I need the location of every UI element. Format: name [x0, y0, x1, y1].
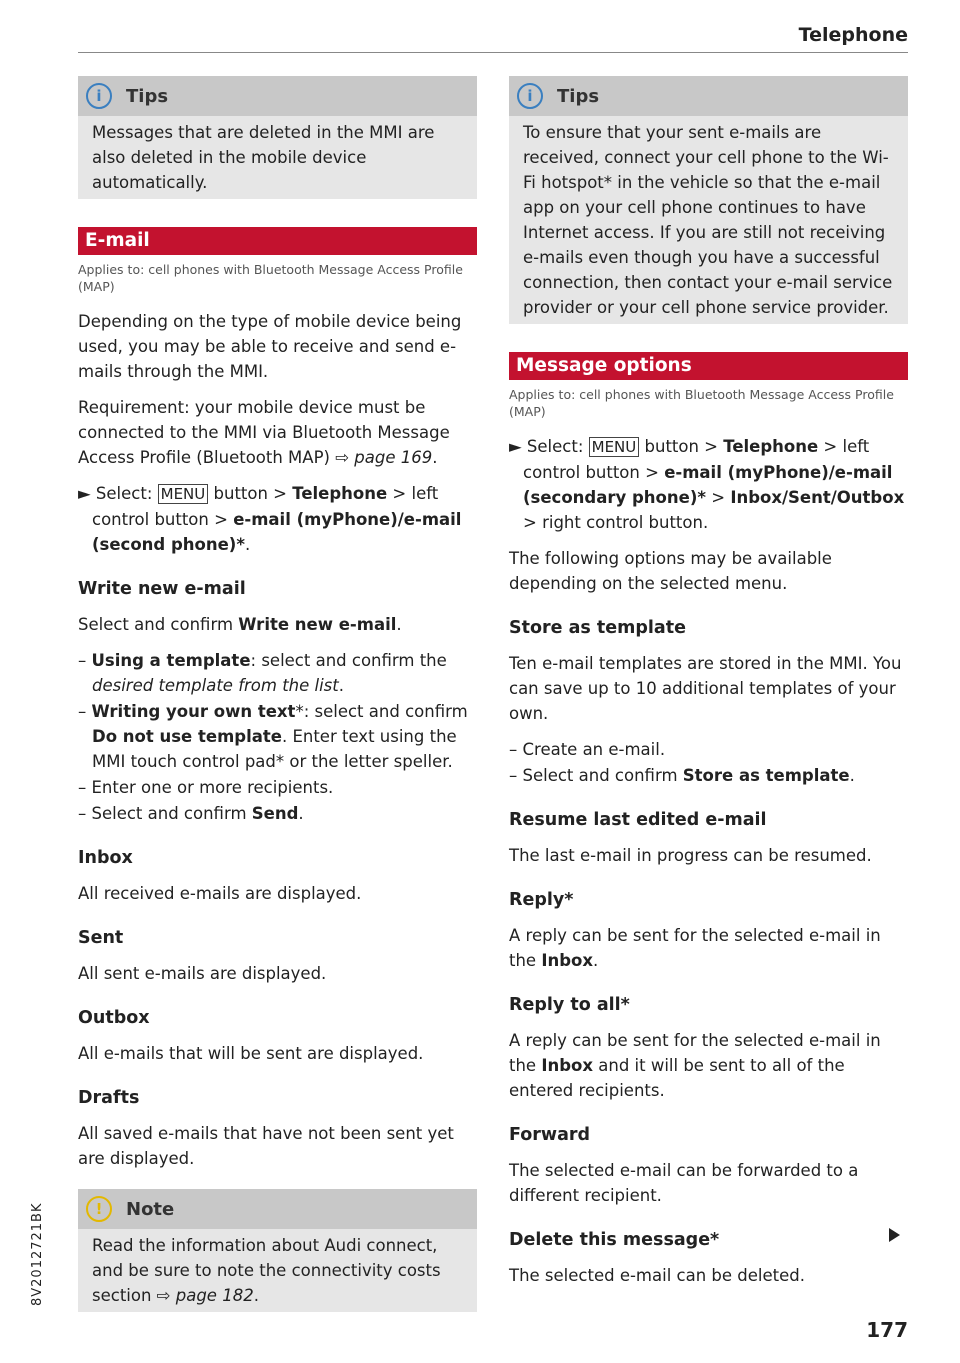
delete-text: The selected e-mail can be deleted.	[509, 1266, 805, 1285]
page-header-title: Telephone	[798, 24, 908, 46]
tips-box	[509, 76, 908, 324]
right-column	[509, 76, 908, 1299]
email-requirement: Requirement: your mobile device must be connected to the MMI via Bluetooth Message Access Profile (Bluetooth MAP) ⇨ page 169.	[78, 398, 450, 467]
tips-text: To ensure that your sent e-mails are received, connect your cell phone to the Wi-Fi hotspot* in the vehicle so that the e-mail app on your cell phone continues to have Internet access. If you are still not receiving e-mails even though you have a successful connection, then contact your e-mail service provider or your cell phone service provider.	[523, 123, 893, 317]
email-section-title: E-mail	[78, 227, 477, 255]
list-item: – Writing your own text*: select and confirm Do not use template. Enter text using the MMI touch control pad* or the letter speller.	[78, 702, 468, 771]
list-item: – Select and confirm Store as template.	[509, 766, 855, 785]
sent-heading: Sent	[78, 928, 124, 948]
list-item: – Using a template: select and confirm the desired template from the list.	[78, 651, 447, 695]
reply-all-text: A reply can be sent for the selected e-mail in the Inbox and it will be sent to all of the entered recipients.	[509, 1031, 881, 1100]
page-number: 177	[866, 1318, 908, 1342]
menu-key: MENU	[158, 484, 209, 504]
page-ref-link[interactable]: ⇨ page 169	[335, 448, 433, 467]
store-list	[509, 737, 908, 788]
options-step: ► Select: MENU button > Telephone > left control button > e-mail (myPhone)/e-mail (secondary phone)* > Inbox/Sent/Outbox > right control button.	[509, 437, 905, 532]
tips-header	[78, 76, 477, 116]
sent-text: All sent e-mails are displayed.	[78, 964, 327, 983]
email-step: ► Select: MENU button > Telephone > left control button > e-mail (myPhone)/e-mail (second phone)*.	[78, 484, 462, 554]
tips-heading: Tips	[557, 85, 600, 107]
delete-heading: Delete this message*	[509, 1230, 720, 1250]
write-new-heading: Write new e-mail	[78, 579, 246, 599]
list-item: – Select and confirm Send.	[78, 804, 304, 823]
note-header	[78, 1189, 477, 1229]
page-ref-link[interactable]: ⇨ page 182	[156, 1286, 254, 1305]
drafts-text: All saved e-mails that have not been sent yet are displayed.	[78, 1124, 454, 1168]
list-item: – Enter one or more recipients.	[78, 778, 334, 797]
store-text: Ten e-mail templates are stored in the MMI. You can save up to 10 additional templates of your own.	[509, 654, 902, 723]
note-box	[78, 1189, 477, 1312]
header-rule	[78, 52, 908, 53]
options-applies: Applies to: cell phones with Bluetooth Message Access Profile (MAP)	[509, 387, 894, 419]
outbox-text: All e-mails that will be sent are displayed.	[78, 1044, 424, 1063]
tips-text: Messages that are deleted in the MMI are also deleted in the mobile device automatically.	[92, 123, 435, 192]
write-new-list	[78, 648, 477, 826]
note-heading: Note	[126, 1198, 175, 1220]
options-intro: The following options may be available depending on the selected menu.	[509, 549, 832, 593]
reply-all-heading: Reply to all*	[509, 995, 630, 1015]
inbox-text: All received e-mails are displayed.	[78, 884, 362, 903]
continue-arrow-icon	[889, 1228, 900, 1242]
forward-heading: Forward	[509, 1125, 591, 1145]
list-item: – Create an e-mail.	[509, 740, 666, 759]
warning-icon: !	[86, 1196, 112, 1222]
left-column	[78, 76, 477, 1340]
resume-text: The last e-mail in progress can be resumed.	[509, 846, 872, 865]
resume-heading: Resume last edited e-mail	[509, 810, 767, 830]
message-options-title: Message options	[509, 352, 908, 380]
tips-header	[509, 76, 908, 116]
outbox-heading: Outbox	[78, 1008, 150, 1028]
tips-heading: Tips	[126, 85, 169, 107]
email-intro: Depending on the type of mobile device being used, you may be able to receive and send e-mails through the MMI.	[78, 312, 462, 381]
reply-text: A reply can be sent for the selected e-mail in the Inbox.	[509, 926, 881, 970]
note-text: Read the information about Audi connect, and be sure to note the connectivity costs section ⇨ page 182.	[92, 1236, 441, 1305]
info-icon: i	[86, 83, 112, 109]
email-applies: Applies to: cell phones with Bluetooth Message Access Profile (MAP)	[78, 262, 463, 294]
write-new-intro: Select and confirm Write new e-mail.	[78, 615, 402, 634]
forward-text: The selected e-mail can be forwarded to a different recipient.	[509, 1161, 859, 1205]
store-heading: Store as template	[509, 618, 686, 638]
drafts-heading: Drafts	[78, 1088, 140, 1108]
reply-heading: Reply*	[509, 890, 574, 910]
tips-box	[78, 76, 477, 199]
menu-key: MENU	[589, 437, 640, 457]
info-icon: i	[517, 83, 543, 109]
side-code: 8V2012721BK	[30, 1202, 45, 1306]
inbox-heading: Inbox	[78, 848, 133, 868]
